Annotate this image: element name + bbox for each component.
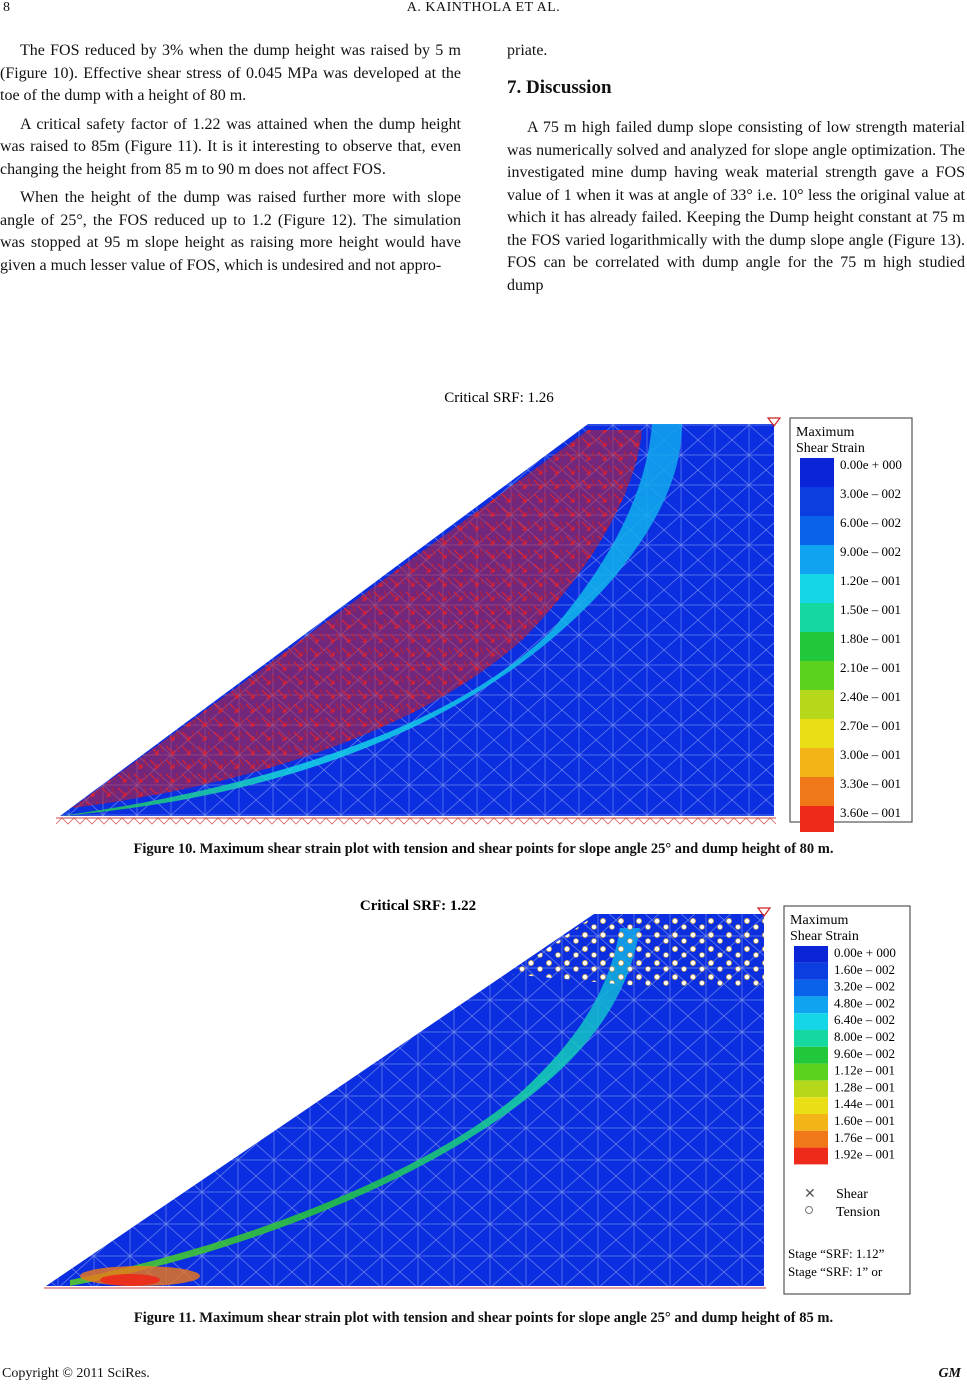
legend-swatch (794, 946, 828, 963)
right-paragraph-1: A 75 m high failed dump slope consisting of low strength material was numerically solved and analyzed for slope angle optimization. The investigated mine dump having weak material strength gave a FOS value of 1 when it was at angle of 33° i.e. 10° less the original value at which it has already failed. Keeping the Dump height constant at 75 m the FOS varied logarithmically with the dump slope angle (Figure 13). FOS can be correlated with dump angle for the 75 m high studied dump (507, 119, 965, 294)
legend-value: 3.60e – 001 (840, 805, 902, 820)
legend-value: 1.20e – 001 (840, 573, 902, 588)
legend-subtitle: Shear Strain (790, 929, 859, 944)
legend-swatch (800, 458, 834, 487)
legend-value: 2.10e – 001 (840, 660, 902, 675)
legend-value: 1.92e – 001 (834, 1146, 896, 1162)
legend-value: 2.40e – 001 (840, 689, 902, 704)
figure-11 (40, 888, 922, 1300)
legend-swatch (800, 632, 834, 661)
legend-swatch (800, 487, 834, 516)
figure-10-legend (790, 418, 912, 832)
page-number: 8 (3, 0, 10, 15)
legend-value: 4.80e – 002 (834, 995, 896, 1011)
legend-value: 1.50e – 001 (840, 602, 902, 617)
copyright: Copyright © 2011 SciRes. (2, 1366, 150, 1381)
left-paragraph-2: A critical safety factor of 1.22 was attained when the dump height was raised to 85m (Figure 11). It is it interesting to observe that, even changing the height from 85 m to 90 m does not affect FOS. (0, 115, 461, 178)
legend-value: 1.60e – 002 (834, 961, 896, 977)
figure-11-plot (40, 888, 922, 1300)
legend-value: 3.00e – 001 (840, 747, 902, 762)
legend-swatch (800, 806, 834, 832)
tension-icon (806, 1207, 813, 1214)
legend-swatch (794, 1064, 828, 1081)
legend-value: 1.80e – 001 (840, 631, 902, 646)
legend-value: 1.76e – 001 (834, 1129, 896, 1145)
legend-swatch (794, 1097, 828, 1114)
legend-value: 0.00e + 000 (840, 457, 902, 472)
legend-value: 9.00e – 002 (840, 544, 902, 559)
legend-value: 3.30e – 001 (840, 776, 902, 791)
legend-swatch (794, 1131, 828, 1148)
right-column (507, 40, 965, 303)
shear-label: Shear (836, 1187, 868, 1202)
legend-swatch (800, 690, 834, 719)
legend-swatch (800, 661, 834, 690)
legend-value: 2.70e – 001 (840, 718, 902, 733)
figure-11-caption: Figure 11. Maximum shear strain plot with tension and shear points for slope angle 25° and dump height of 85 m. (133, 1310, 834, 1326)
figure-11-legend (784, 906, 910, 1294)
legend-value: 8.00e – 002 (834, 1029, 896, 1044)
legend-value: 3.20e – 002 (834, 978, 896, 994)
legend-swatch (794, 1013, 828, 1030)
section-heading: 7. Discussion (507, 76, 612, 98)
legend-swatch (800, 574, 834, 603)
shear-icon: ✕ (804, 1187, 816, 1202)
left-paragraph-3: When the height of the dump was raised further more with slope angle of 25°, the FOS reduced up to 1.2 (Figure 12). The simulation was stopped at 95 m slope height as raising more height would have given a much lesser value of FOS, which is undesired and not appro- (0, 189, 461, 274)
tension-label: Tension (836, 1205, 881, 1220)
legend-swatch (800, 777, 834, 806)
running-title: A. KAINTHOLA ET AL. (406, 0, 561, 15)
legend-swatch (794, 1148, 828, 1165)
legend-value: 6.00e – 002 (840, 515, 902, 530)
legend-swatch (800, 719, 834, 748)
stage-label-2: Stage “SRF: 1” or (788, 1264, 883, 1279)
legend-swatch (794, 963, 828, 980)
legend-swatch (800, 545, 834, 574)
legend-swatch (794, 1114, 828, 1131)
legend-value: 0.00e + 000 (834, 945, 896, 960)
stage-label-1: Stage “SRF: 1.12” (788, 1246, 885, 1261)
figure-10 (52, 380, 914, 832)
journal-abbrev: GM (938, 1366, 961, 1381)
legend-value: 6.40e – 002 (834, 1012, 896, 1028)
figure-10-caption: Figure 10. Maximum shear strain plot with tension and shear points for slope angle 25° and dump height of 80 m. (133, 841, 834, 857)
figure-11-title: Critical SRF: 1.22 (359, 898, 477, 914)
legend-title: Maximum (790, 913, 849, 928)
left-paragraph-1: The FOS reduced by 3% when the dump height was raised by 5 m (Figure 10). Effective shear stress of 0.045 MPa was developed at the toe of the dump with a height of 80 m. (0, 42, 461, 104)
right-paragraph-0: priate. (507, 42, 548, 59)
left-column (0, 40, 461, 283)
figure-10-plot (52, 380, 914, 832)
legend-swatch (800, 516, 834, 545)
figure-10-title: Critical SRF: 1.26 (444, 390, 554, 406)
legend-subtitle: Shear Strain (796, 441, 865, 456)
legend-value: 1.60e – 001 (834, 1113, 896, 1128)
legend-value: 1.12e – 001 (834, 1062, 896, 1078)
legend-value: 9.60e – 002 (834, 1045, 896, 1061)
legend-value: 1.28e – 001 (834, 1079, 896, 1095)
legend-swatch (794, 996, 828, 1013)
legend-value: 3.00e – 002 (840, 486, 902, 501)
legend-swatch (794, 1047, 828, 1064)
legend-swatch (800, 603, 834, 632)
legend-swatch (800, 748, 834, 777)
legend-swatch (794, 1080, 828, 1097)
legend-title: Maximum (796, 425, 855, 440)
legend-swatch (794, 980, 828, 997)
legend-value: 1.44e – 001 (834, 1096, 896, 1112)
legend-swatch (794, 1030, 828, 1047)
